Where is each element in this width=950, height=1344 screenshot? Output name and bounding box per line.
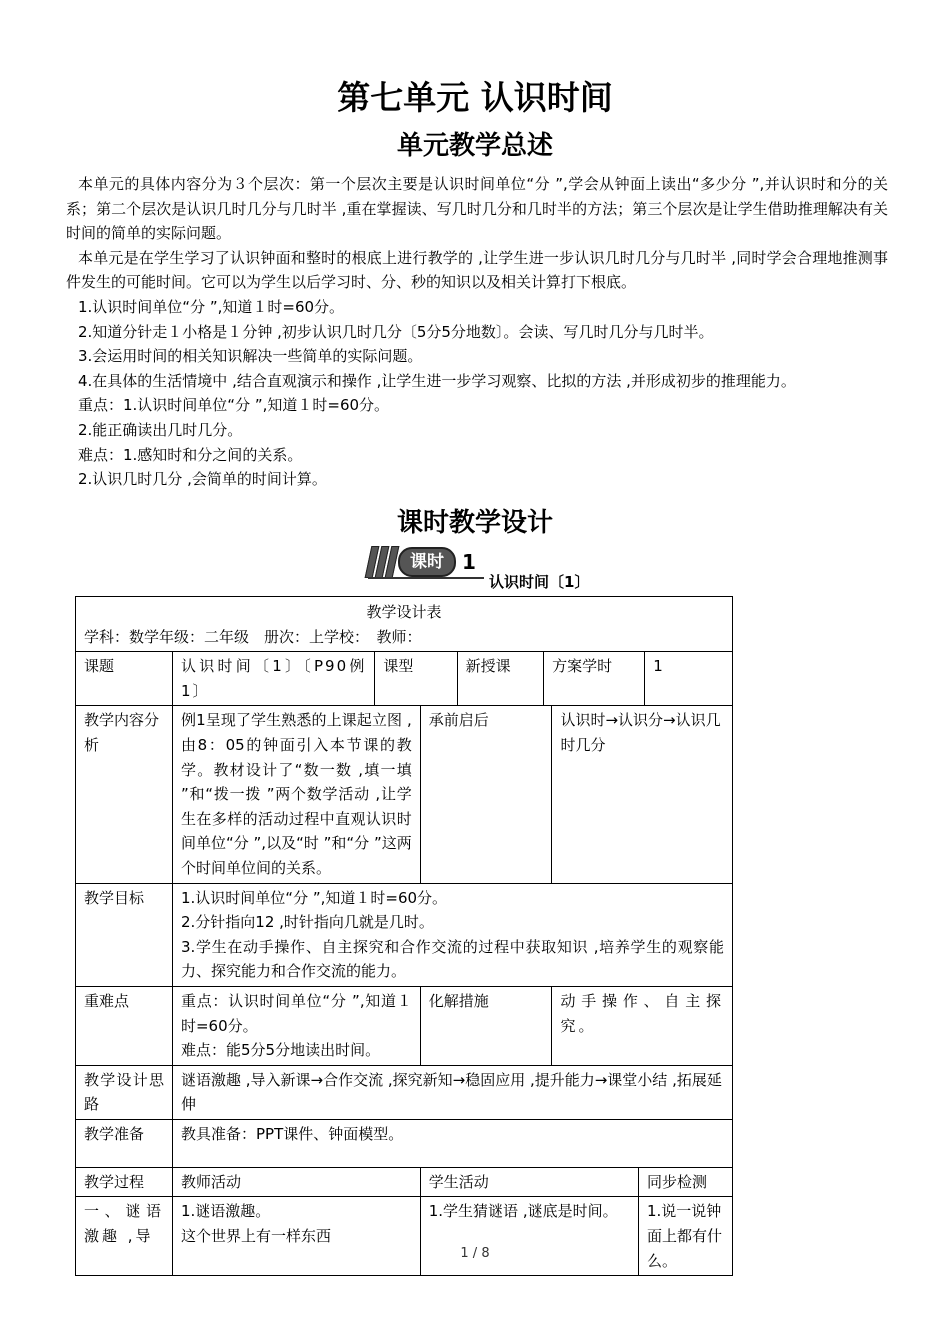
resolve-label: 化解措施 xyxy=(420,986,552,1065)
summary-line: 2.能正确读出几时几分。 xyxy=(78,420,243,439)
content-value: 例1呈现了学生熟悉的上课起立图 ,由8：05的钟面引入本节课的教学。教材设计了“数一数 ,填一填 ”和“拨一拨 ”两个数学活动 ,让学生在多样的活动过程中直观认识时间单位“分 ”,以及“时 ”和“分 ”这两个时间单位间的关系。 xyxy=(172,706,420,883)
prep-label: 教学准备 xyxy=(76,1119,173,1167)
student-activity: 1.学生猜谜语 ,谜底是时间。 xyxy=(420,1197,638,1276)
section-title-lesson-design: 课时教学设计 xyxy=(396,508,553,538)
summary-line: 1.认识时间单位“分 ”,知道１时=60分。 xyxy=(78,297,345,316)
type-label: 课型 xyxy=(375,652,457,706)
hours-value: 1 xyxy=(645,652,733,706)
key-points xyxy=(172,986,420,1065)
process-stage: 一、谜语激趣 ,导 xyxy=(76,1197,173,1276)
type-value: 新授课 xyxy=(457,652,543,706)
goal-list xyxy=(172,883,732,986)
lesson-badge-label: 课时 xyxy=(398,547,456,577)
hours-label: 方案学时 xyxy=(544,652,645,706)
link-value: 认识时→认识分→认识几时几分 xyxy=(552,706,733,883)
process-header: 学生活动 xyxy=(420,1167,638,1197)
goal-item: 2.分针指向12 ,时针指向几就是几时。 xyxy=(180,913,434,932)
table-meta: 学科：数学年级：二年级 册次：上学校： 教师： xyxy=(84,627,422,646)
goal-item: 1.认识时间单位“分 ”,知道１时=60分。 xyxy=(180,888,448,907)
sync-check: 1.说一说钟面上都有什么。 xyxy=(638,1197,732,1276)
summary-line: 2.认识几时几分 ,会简单的时间计算。 xyxy=(78,470,327,489)
summary-paragraph: 本单元是在学生学习了认识钟面和整时的根底上进行教学的 ,让学生进一步认识几时几分与几时半 ,同时学会合理地推测事件发生的可能时间。它可以为学生以后学习时、分、秒的知识以及相关计算打下根底。 xyxy=(66,248,888,292)
idea-value: 谜语激趣 ,导入新课→合作交流 ,探究新知→稳固应用 ,提升能力→课堂小结 ,拓展延伸 xyxy=(172,1065,732,1119)
process-header: 教师活动 xyxy=(172,1167,420,1197)
resolve-value: 动手操作、自主探究。 xyxy=(552,986,733,1065)
page-number: 1 / 8 xyxy=(460,1246,490,1261)
book-pages-icon xyxy=(368,546,396,578)
lesson-badge xyxy=(368,546,476,578)
process-header: 同步检测 xyxy=(638,1167,732,1197)
idea-label: 教学设计思路 xyxy=(76,1065,173,1119)
unit-title: 第七单元 认识时间 xyxy=(337,78,613,117)
summary-line: 4.在具体的生活情境中 ,结合直观演示和操作 ,让学生进一步学习观察、比拟的方法 ,并形成初步的推理能力。 xyxy=(78,371,796,390)
prep-value: 教具准备：PPT课件、钟面模型。 xyxy=(172,1119,732,1167)
goal-label: 教学目标 xyxy=(76,883,173,986)
topic-value: 认识时间〔1〕〔P90例1〕 xyxy=(172,652,374,706)
table-caption: 教学设计表 xyxy=(366,603,442,621)
summary-line: 2.知道分针走１小格是１分钟 ,初步认识几时几分〔5分5分地数〕。会读、写几时几分与几时半。 xyxy=(78,322,714,341)
summary-paragraph: 本单元的具体内容分为３个层次：第一个层次主要是认识时间单位“分 ”,学会从钟面上读出“多少分 ”,并认识时和分的关系；第二个层次是认识几时几分与几时半 ,重在掌握读、写几时几分和几时半的方法；第三个层次是让学生借助推理解决有关时间的简单的实际问题。 xyxy=(66,175,888,243)
summary-line: 重点：1.认识时间单位“分 ”,知道１时=60分。 xyxy=(78,396,390,415)
section-title-overview: 单元教学总述 xyxy=(396,131,553,161)
key-point: 重点：认识时间单位“分 ”,知道１时=60分。 xyxy=(180,991,412,1035)
summary-line: 3.会运用时间的相关知识解决一些简单的实际问题。 xyxy=(78,347,423,366)
lesson-title: 认识时间〔1〕 xyxy=(489,573,590,591)
teacher-activity: 1.谜语激趣。 这个世界上有一样东西 xyxy=(172,1197,420,1276)
content-label: 教学内容分析 xyxy=(76,706,173,883)
link-label: 承前启后 xyxy=(420,706,552,883)
unit-summary xyxy=(66,172,888,492)
summary-line: 难点：1.感知时和分之间的关系。 xyxy=(78,445,303,464)
key-point: 难点：能5分5分地读出时间。 xyxy=(180,1041,381,1060)
lesson-badge-number: 1 xyxy=(462,550,476,574)
key-label: 重难点 xyxy=(76,986,173,1065)
goal-item: 3.学生在动手操作、自主探究和合作交流的过程中获取知识 ,培养学生的观察能力、探究能力和合作交流的能力。 xyxy=(180,937,724,981)
process-header: 教学过程 xyxy=(76,1167,173,1197)
lesson-plan-table xyxy=(75,596,733,1276)
topic-label: 课题 xyxy=(76,652,173,706)
